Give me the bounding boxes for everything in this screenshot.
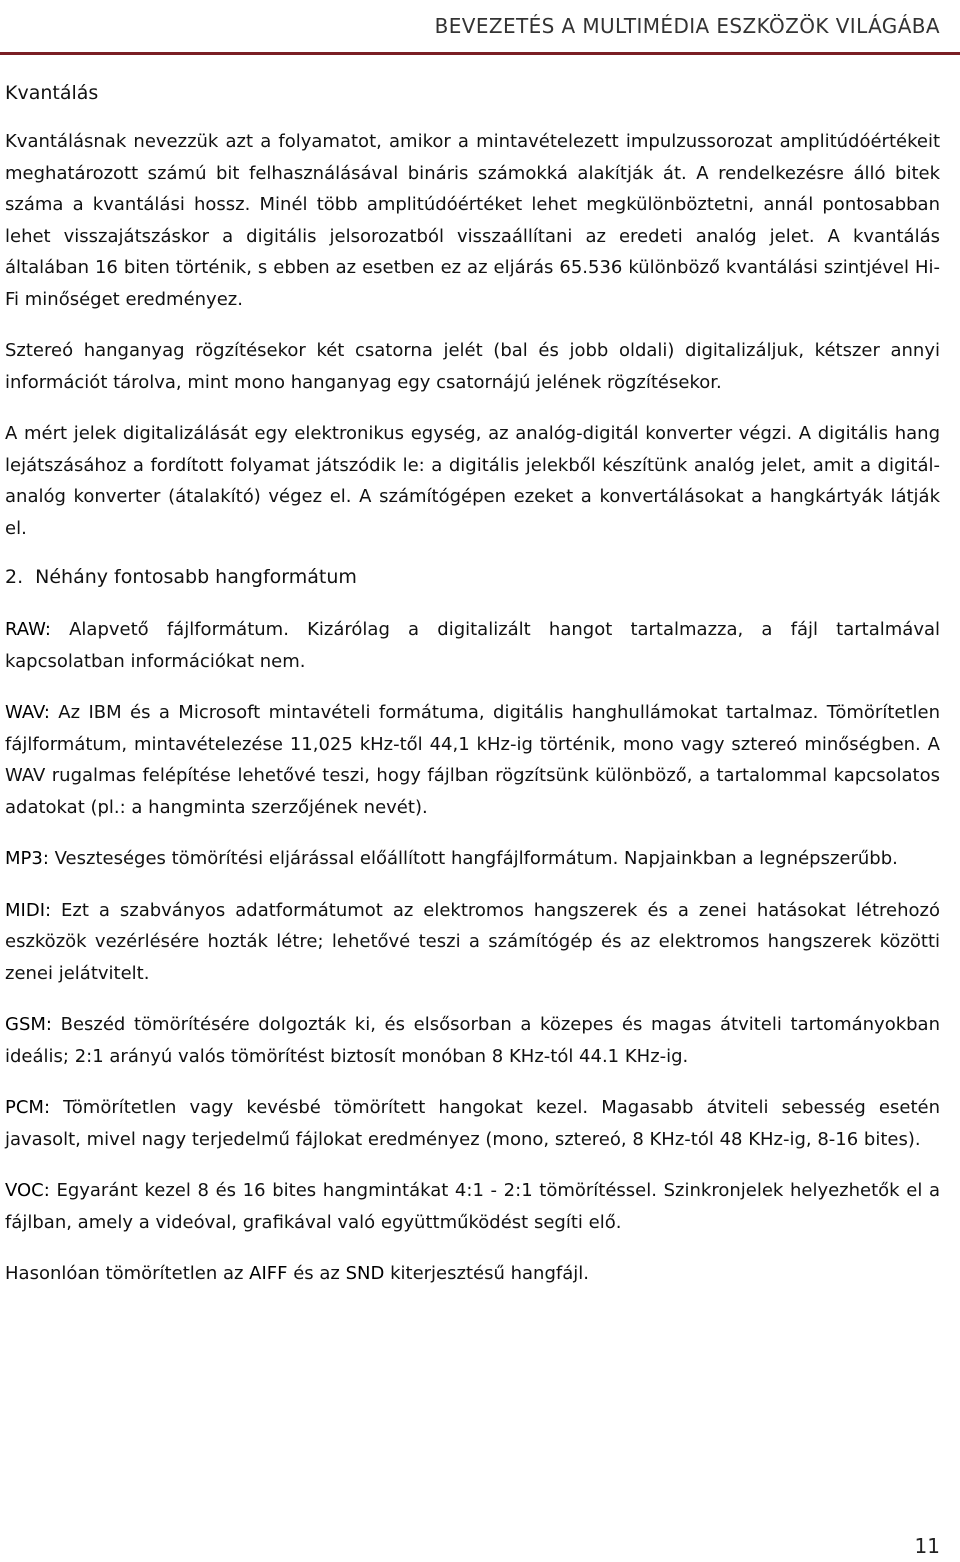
kvantalas-paragraph-1: Kvantálásnak nevezzük azt a folyamatot, amikor a mintavételezett impulzussorozat amplitúdóértékeit meghatározott számú bit felhasználásával bináris számokká alakítják át. A rendelkezésre álló bitek száma a kvantálási hossz. Minél több amplitúdóértéket lehet megkülönböztetni, annál pontosabban lehet visszajátszáskor a digitális jelsorozatból visszaállítani az eredeti analóg jelet. A kvantálás általában 16 biten történik, s ebben az esetben ez az eljárás 65.536 különböző kvantálási szintjével Hi-Fi minőséget eredményez.: [5, 131, 940, 310]
format-voc: [5, 1175, 940, 1238]
format-description: Alapvető fájlformátum. Kizárólag a digitalizált hangot tartalmazza, a fájl tartalmával kapcsolatban információkat nem.: [5, 619, 940, 672]
section-heading-text: Néhány fontosabb hangformátum: [35, 566, 357, 588]
format-raw: [5, 614, 940, 677]
format-term: WAV:: [5, 702, 50, 723]
header-rule: [0, 52, 960, 55]
format-term-aiff: AIFF: [249, 1263, 288, 1284]
format-description: Veszteséges tömörítési eljárással előállított hangfájlformátum. Napjainkban a legnépszerűbb.: [48, 848, 898, 869]
format-description: Ezt a szabványos adatformátumot az elektromos hangszerek és a zenei hatásokat létrehozó eszközök vezérlésére hozták létre; lehetővé teszi a számítógép és az elektromos hangszerek közötti zenei jelátvitelt.: [5, 899, 940, 984]
section-heading-formats: [5, 564, 940, 590]
closing-paragraph: [5, 1258, 940, 1290]
format-term: VOC:: [5, 1180, 50, 1201]
format-term-snd: SND: [345, 1263, 385, 1284]
section-number: 2.: [5, 566, 24, 588]
format-term: PCM:: [5, 1097, 51, 1118]
format-mp3: [5, 843, 940, 875]
closing-text-mid: és az: [287, 1263, 346, 1284]
format-description: Tömörítetlen vagy kevésbé tömörített hangokat kezel. Magasabb átviteli sebesség esetén javasolt, mivel nagy terjedelmű fájlokat eredményez (mono, sztereó, 8 KHz-tól 48 KHz-ig, 8-16 bites).: [5, 1097, 940, 1150]
kvantalas-paragraph-2: Sztereó hanganyag rögzítésekor két csatorna jelét (bal és jobb oldali) digitalizáljuk, kétszer annyi információt tárolva, mint mono hanganyag egy csatornájú jelének rögzítésekor.: [5, 340, 940, 393]
format-term: GSM:: [5, 1014, 52, 1035]
format-description: Az IBM és a Microsoft mintavételi formátuma, digitális hanghullámokat tartalmaz. Tömörítetlen fájlformátum, mintavételezése 11,025 kHz-től 44,1 kHz-ig történik, mono vagy sztereó minőségben. A WAV rugalmas felépítése lehetővé teszi, hogy fájlban rögzítsünk különböző, a tartalommal kapcsolatos adatokat (pl.: a hangminta szerzőjének nevét).: [5, 702, 940, 818]
page-number: 11: [914, 1534, 940, 1558]
format-midi: [5, 895, 940, 990]
page-content: [5, 80, 940, 1310]
format-pcm: [5, 1092, 940, 1155]
kvantalas-paragraph-3: A mért jelek digitalizálását egy elektronikus egység, az analóg-digitál konverter végzi. A digitális hang lejátszásához a fordított folyamat játszódik le: a digitális jelekből készítünk analóg jelet, amit a digitál-analóg konverter (átalakító) végez el. A számítógépen ezeket a konvertálásokat a hangkártyák látják el.: [5, 423, 940, 539]
closing-text-pre: Hasonlóan tömörítetlen az: [5, 1263, 250, 1284]
section-title-kvantalas: Kvantálás: [5, 82, 99, 104]
format-description: Beszéd tömörítésére dolgozták ki, és elsősorban a közepes és magas átviteli tartományokban ideális; 2:1 arányú valós tömörítést biztosít monóban 8 KHz-tól 44.1 KHz-ig.: [5, 1014, 940, 1067]
format-term: MP3:: [5, 848, 49, 869]
format-term: RAW:: [5, 619, 51, 640]
format-description: Egyaránt kezel 8 és 16 bites hangmintákat 4:1 - 2:1 tömörítéssel. Szinkronjelek helyezhetők el a fájlban, amely a videóval, grafikával való együttműködést segíti elő.: [5, 1180, 940, 1233]
format-term: MIDI:: [5, 899, 52, 921]
format-gsm: [5, 1009, 940, 1072]
running-header: BEVEZETÉS A MULTIMÉDIA ESZKÖZÖK VILÁGÁBA: [434, 14, 940, 38]
format-wav: [5, 697, 940, 823]
closing-text-post: kiterjesztésű hangfájl.: [384, 1263, 589, 1284]
